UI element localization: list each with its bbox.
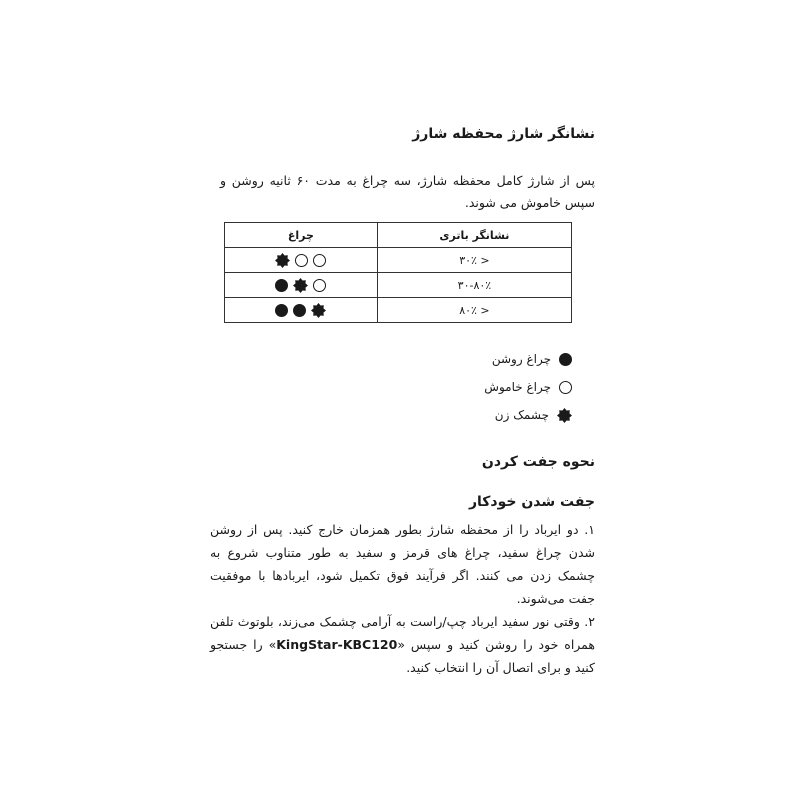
pairing-step-1: ۱. دو ایرباد را از محفظه شارژ بطور همزمان خارج کنید. پس از روشن شدن چراغ سفید، چراغ های قرمز و سفید به طور متناوب شروع به چشمک زدن می کنند. اگر فرآیند فوق تکمیل شود، ایربادها با موفقیت جفت می‌شوند. — [210, 522, 595, 606]
table-row — [225, 273, 572, 298]
light-off-icon — [295, 254, 308, 267]
lights-cell — [225, 298, 378, 323]
pairing-title: نحوه جفت کردن — [481, 454, 595, 470]
blinking-light-icon — [557, 408, 572, 423]
device-model-name: KingStar-KBC120 — [276, 637, 398, 652]
light-on-icon — [559, 353, 572, 366]
lights-group — [275, 253, 326, 268]
blinking-light-icon — [275, 253, 290, 268]
table-row — [225, 298, 572, 323]
battery-level-cell: < ۳۰٪ — [377, 248, 571, 273]
step2-text-before: ۲. وقتی نور سفید ایرباد چپ/راست به آرامی چشمک می‌زند، بلوتوث تلفن همراه خود را روشن کنید و سپس « — [210, 614, 596, 652]
legend-label: چراغ خاموش — [484, 380, 551, 394]
legend-item-on — [484, 345, 572, 373]
light-off-icon — [559, 381, 572, 394]
battery-level-cell: < ۸۰٪ — [377, 298, 571, 323]
pairing-instructions — [210, 518, 595, 679]
blinking-light-icon — [311, 303, 326, 318]
header-lights: چراغ — [225, 223, 378, 248]
lights-cell — [225, 273, 378, 298]
legend-item-blink — [484, 401, 572, 429]
battery-indicator-table — [224, 222, 572, 323]
legend-label: چشمک زن — [494, 408, 549, 422]
table-row — [225, 248, 572, 273]
lights-cell — [225, 248, 378, 273]
blinking-light-icon — [293, 278, 308, 293]
charge-indicator-title: نشانگر شارژ محفظه شارژ — [412, 126, 595, 142]
table-header-row — [225, 223, 572, 248]
lights-group — [275, 278, 326, 293]
legend-item-off — [484, 373, 572, 401]
light-on-icon — [275, 304, 288, 317]
light-off-icon — [313, 279, 326, 292]
pairing-step-2 — [210, 610, 595, 679]
light-on-icon — [275, 279, 288, 292]
light-legend — [484, 345, 572, 429]
auto-pairing-subtitle: جفت شدن خودکار — [468, 494, 595, 510]
step2-text-after: » را جستجو کنید و برای اتصال آن را انتخاب کنید. — [210, 637, 595, 675]
legend-label: چراغ روشن — [491, 352, 551, 366]
header-battery-level: نشانگر باتری — [377, 223, 571, 248]
battery-level-cell: ۳۰-۸۰٪ — [377, 273, 571, 298]
light-on-icon — [293, 304, 306, 317]
light-off-icon — [313, 254, 326, 267]
lights-group — [275, 303, 326, 318]
charge-indicator-description: پس از شارژ کامل محفظه شارژ، سه چراغ به مدت ۶۰ ثانیه روشن و سپس خاموش می شوند. — [220, 173, 595, 210]
